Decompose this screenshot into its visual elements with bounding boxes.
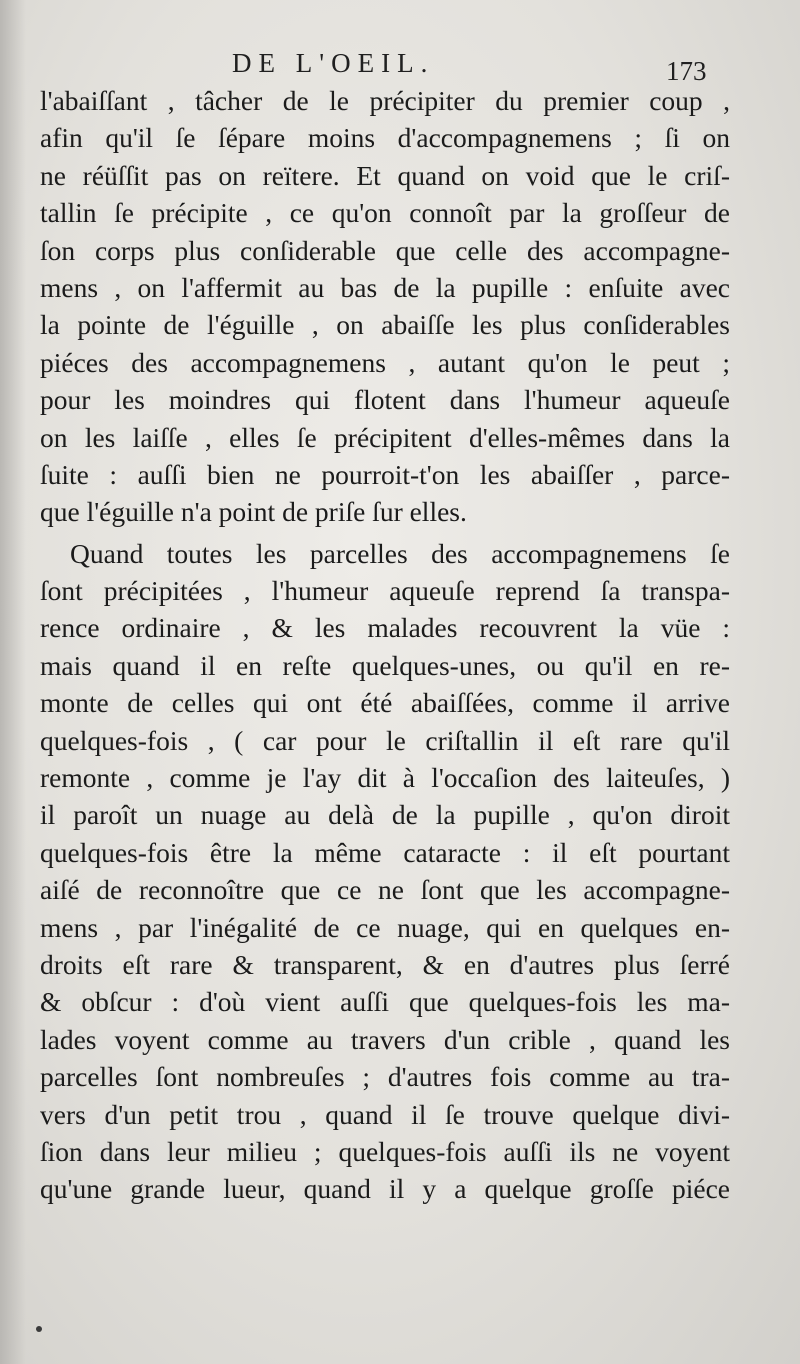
text-line: quelques-fois être la même cataracte : il eſt pourtant <box>40 836 730 868</box>
text-line: la pointe de l'éguille , on abaiſſe les plus conſiderables <box>40 309 730 341</box>
text-line: parcelles ſont nombreuſes ; d'autres fois comme au tra- <box>40 1061 730 1093</box>
text-line: & obſcur : d'où vient auſſi que quelques-fois les ma- <box>40 986 730 1018</box>
text-line: mens , on l'affermit au bas de la pupille : enſuite avec <box>40 271 730 303</box>
text-line: tallin ſe précipite , ce qu'on connoît par la groſſeur de <box>40 197 730 229</box>
body-text <box>40 82 730 1208</box>
text-line: monte de celles qui ont été abaiſſées, comme il arrive <box>40 687 730 719</box>
text-line: afin qu'il ſe ſépare moins d'accompagnemens ; ſi on <box>40 122 730 154</box>
ink-speck <box>36 1326 42 1332</box>
text-line: ſuite : auſſi bien ne pourroit-t'on les abaiſſer , parce- <box>40 458 730 490</box>
running-head <box>0 42 800 86</box>
text-line: l'abaiſſant , tâcher de le précipiter du premier coup , <box>40 85 730 116</box>
text-line: ſion dans leur milieu ; quelques-fois auſſi ils ne voyent <box>40 1135 730 1167</box>
text-line: ſont précipitées , l'humeur aqueuſe reprend ſa transpa- <box>40 575 730 607</box>
page-number: 173 <box>666 56 707 86</box>
text-line: droits eſt rare & transparent, & en d'autres plus ſerré <box>40 948 730 980</box>
text-line: lades voyent comme au travers d'un crible , quand les <box>40 1023 730 1055</box>
text-line: rence ordinaire , & les malades recouvrent la vüe : <box>40 612 730 644</box>
text-line: piéces des accompagnemens , autant qu'on le peut ; <box>40 346 730 378</box>
text-line: Quand toutes les parcelles des accompagnemens ſe <box>70 537 730 569</box>
text-line: on les laiſſe , elles ſe précipitent d'elles-mêmes dans la <box>40 421 730 453</box>
text-line: aiſé de reconnoître que ce ne ſont que les accompagne- <box>40 874 730 906</box>
text-line: pour les moindres qui flotent dans l'humeur aqueuſe <box>40 384 730 416</box>
running-title: DE L'OEIL. <box>232 48 435 78</box>
text-line: mais quand il en reſte quelques-unes, ou qu'il en re- <box>40 649 730 681</box>
text-line: quelques-fois , ( car pour le criſtallin il eſt rare qu'il <box>40 724 730 756</box>
text-line: ſon corps plus conſiderable que celle des accompagne- <box>40 234 730 266</box>
text-line: que l'éguille n'a point de priſe ſur elles. <box>40 496 467 528</box>
text-line: remonte , comme je l'ay dit à l'occaſion des laiteuſes, ) <box>40 762 730 794</box>
text-line: vers d'un petit trou , quand il ſe trouve quelque divi- <box>40 1098 730 1130</box>
text-line: ne réüſſit pas on reïtere. Et quand on void que le criſ- <box>40 159 730 191</box>
text-line: qu'une grande lueur, quand il y a quelque groſſe piéce <box>40 1173 730 1205</box>
text-line: mens , par l'inégalité de ce nuage, qui en quelques en- <box>40 911 730 943</box>
text-line: il paroît un nuage au delà de la pupille , qu'on diroit <box>40 799 730 831</box>
binding-shadow <box>0 0 26 1364</box>
